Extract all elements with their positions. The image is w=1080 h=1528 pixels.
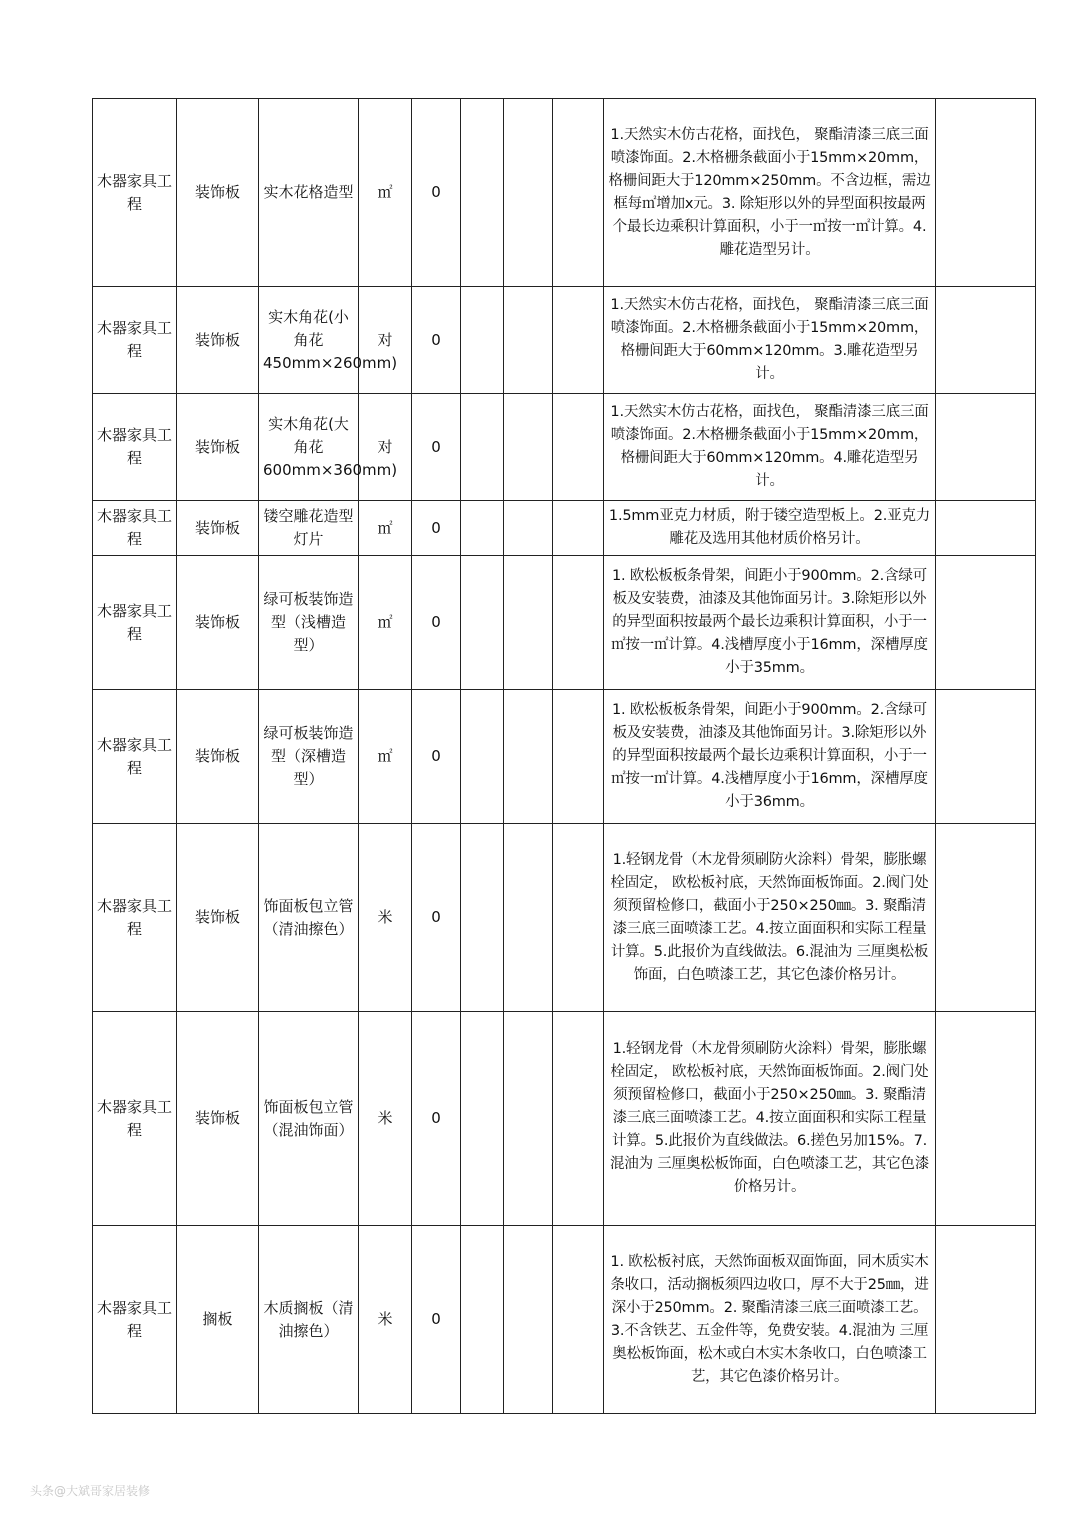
empty-cell (504, 1226, 553, 1414)
empty-cell (461, 1226, 504, 1414)
empty-cell (553, 690, 604, 824)
type-cell: 装饰板 (177, 99, 259, 287)
table-row (93, 501, 1036, 556)
remarks-cell (936, 556, 1036, 690)
category-cell: 木器家具工程 (93, 287, 177, 394)
empty-cell (461, 556, 504, 690)
table-row (93, 394, 1036, 501)
remarks-cell (936, 690, 1036, 824)
empty-cell (553, 1012, 604, 1226)
remarks-cell (936, 394, 1036, 501)
empty-cell (504, 1012, 553, 1226)
table-row (93, 287, 1036, 394)
type-cell: 装饰板 (177, 824, 259, 1012)
unit-cell: 米 (359, 1226, 412, 1414)
description-cell: 1.轻钢龙骨（木龙骨须刷防火涂料）骨架，膨胀螺栓固定， 欧松板衬底，天然饰面板饰面。2.阀门处须预留检修口，截面小于250×250㎜。3. 聚酯清漆三底三面喷漆工艺。4.按立面面积和实际工程量计算。5.此报价为直线做法。6.搓色另加15%。7.混油为 三厘奥松板饰面，白色喷漆工艺，其它色漆价格另计。 (604, 1012, 936, 1226)
type-cell: 装饰板 (177, 287, 259, 394)
category-cell: 木器家具工程 (93, 501, 177, 556)
item-cell: 木质搁板（清油擦色） (259, 1226, 359, 1414)
category-cell: 木器家具工程 (93, 394, 177, 501)
empty-cell (553, 287, 604, 394)
item-cell: 镂空雕花造型灯片 (259, 501, 359, 556)
item-cell: 饰面板包立管（清油擦色） (259, 824, 359, 1012)
description-cell: 1.天然实木仿古花格，面找色， 聚酯清漆三底三面喷漆饰面。2.木格栅条截面小于15mm×20mm，格栅间距大于120mm×250mm。不含边框，需边框每㎡增加x元。3. 除矩形以外的异型面积按最两个最长边乘积计算面积，小于一㎡按一㎡计算。4.雕花造型另计。 (604, 99, 936, 287)
unit-cell: ㎡ (359, 556, 412, 690)
item-cell: 实木角花(小角花450mm×260mm) (259, 287, 359, 394)
quantity-cell: 0 (412, 287, 461, 394)
empty-cell (504, 287, 553, 394)
table-row (93, 690, 1036, 824)
empty-cell (461, 99, 504, 287)
empty-cell (504, 824, 553, 1012)
quantity-cell: 0 (412, 99, 461, 287)
table-row (93, 824, 1036, 1012)
remarks-cell (936, 501, 1036, 556)
type-cell: 装饰板 (177, 690, 259, 824)
table-row (93, 1012, 1036, 1226)
table-row (93, 556, 1036, 690)
description-cell: 1.天然实木仿古花格，面找色， 聚酯清漆三底三面喷漆饰面。2.木格栅条截面小于15mm×20mm，格栅间距大于60mm×120mm。3.雕花造型另计。 (604, 287, 936, 394)
unit-cell: ㎡ (359, 501, 412, 556)
description-cell: 1.轻钢龙骨（木龙骨须刷防火涂料）骨架，膨胀螺栓固定， 欧松板衬底，天然饰面板饰面。2.阀门处须预留检修口，截面小于250×250㎜。3. 聚酯清漆三底三面喷漆工艺。4.按立面面积和实际工程量计算。5.此报价为直线做法。6.混油为 三厘奥松板饰面，白色喷漆工艺，其它色漆价格另计。 (604, 824, 936, 1012)
description-cell: 1.5mm亚克力材质，附于镂空造型板上。2.亚克力雕花及选用其他材质价格另计。 (604, 501, 936, 556)
unit-cell: 对 (359, 287, 412, 394)
quantity-cell: 0 (412, 394, 461, 501)
empty-cell (461, 394, 504, 501)
remarks-cell (936, 1012, 1036, 1226)
table-row (93, 99, 1036, 287)
empty-cell (461, 287, 504, 394)
description-cell: 1. 欧松板衬底，天然饰面板双面饰面，同木质实木条收口，活动搁板须四边收口，厚不大于25㎜，进深小于250mm。2. 聚酯清漆三底三面喷漆工艺。3.不含铁艺、五金件等，免费安装。4.混油为 三厘奥松板饰面，松木或白木实木条收口，白色喷漆工艺，其它色漆价格另计。 (604, 1226, 936, 1414)
category-cell: 木器家具工程 (93, 99, 177, 287)
unit-cell: ㎡ (359, 690, 412, 824)
description-cell: 1.天然实木仿古花格，面找色， 聚酯清漆三底三面喷漆饰面。2.木格栅条截面小于15mm×20mm，格栅间距大于60mm×120mm。4.雕花造型另计。 (604, 394, 936, 501)
remarks-cell (936, 824, 1036, 1012)
empty-cell (461, 1012, 504, 1226)
type-cell: 装饰板 (177, 394, 259, 501)
type-cell: 搁板 (177, 1226, 259, 1414)
category-cell: 木器家具工程 (93, 1012, 177, 1226)
quantity-cell: 0 (412, 501, 461, 556)
description-cell: 1. 欧松板板条骨架，间距小于900mm。2.含绿可板及安装费，油漆及其他饰面另计。3.除矩形以外的异型面积按最两个最长边乘积计算面积，小于一㎡按一㎡计算。4.浅槽厚度小于16mm，深槽厚度小于35mm。 (604, 556, 936, 690)
category-cell: 木器家具工程 (93, 690, 177, 824)
empty-cell (553, 1226, 604, 1414)
category-cell: 木器家具工程 (93, 556, 177, 690)
remarks-cell (936, 287, 1036, 394)
table-body (93, 99, 1036, 1414)
category-cell: 木器家具工程 (93, 824, 177, 1012)
empty-cell (553, 99, 604, 287)
description-cell: 1. 欧松板板条骨架，间距小于900mm。2.含绿可板及安装费，油漆及其他饰面另计。3.除矩形以外的异型面积按最两个最长边乘积计算面积，小于一㎡按一㎡计算。4.浅槽厚度小于16mm，深槽厚度小于36mm。 (604, 690, 936, 824)
empty-cell (461, 690, 504, 824)
empty-cell (504, 690, 553, 824)
quantity-cell: 0 (412, 1012, 461, 1226)
empty-cell (553, 824, 604, 1012)
item-cell: 实木花格造型 (259, 99, 359, 287)
empty-cell (553, 556, 604, 690)
remarks-cell (936, 99, 1036, 287)
unit-cell: 米 (359, 1012, 412, 1226)
category-cell: 木器家具工程 (93, 1226, 177, 1414)
unit-cell: ㎡ (359, 99, 412, 287)
empty-cell (504, 501, 553, 556)
item-cell: 实木角花(大角花600mm×360mm) (259, 394, 359, 501)
remarks-cell (936, 1226, 1036, 1414)
empty-cell (504, 556, 553, 690)
type-cell: 装饰板 (177, 1012, 259, 1226)
unit-cell: 米 (359, 824, 412, 1012)
quantity-cell: 0 (412, 690, 461, 824)
item-cell: 饰面板包立管（混油饰面） (259, 1012, 359, 1226)
empty-cell (504, 394, 553, 501)
item-cell: 绿可板装饰造型（浅槽造型） (259, 556, 359, 690)
table-row (93, 1226, 1036, 1414)
quantity-cell: 0 (412, 556, 461, 690)
empty-cell (504, 99, 553, 287)
unit-cell: 对 (359, 394, 412, 501)
quote-table (92, 98, 1036, 1414)
empty-cell (461, 824, 504, 1012)
item-cell: 绿可板装饰造型（深槽造型） (259, 690, 359, 824)
empty-cell (461, 501, 504, 556)
quantity-cell: 0 (412, 1226, 461, 1414)
quantity-cell: 0 (412, 824, 461, 1012)
empty-cell (553, 501, 604, 556)
empty-cell (553, 394, 604, 501)
watermark: 头条@大斌哥家居装修 (30, 1484, 151, 1498)
type-cell: 装饰板 (177, 556, 259, 690)
type-cell: 装饰板 (177, 501, 259, 556)
